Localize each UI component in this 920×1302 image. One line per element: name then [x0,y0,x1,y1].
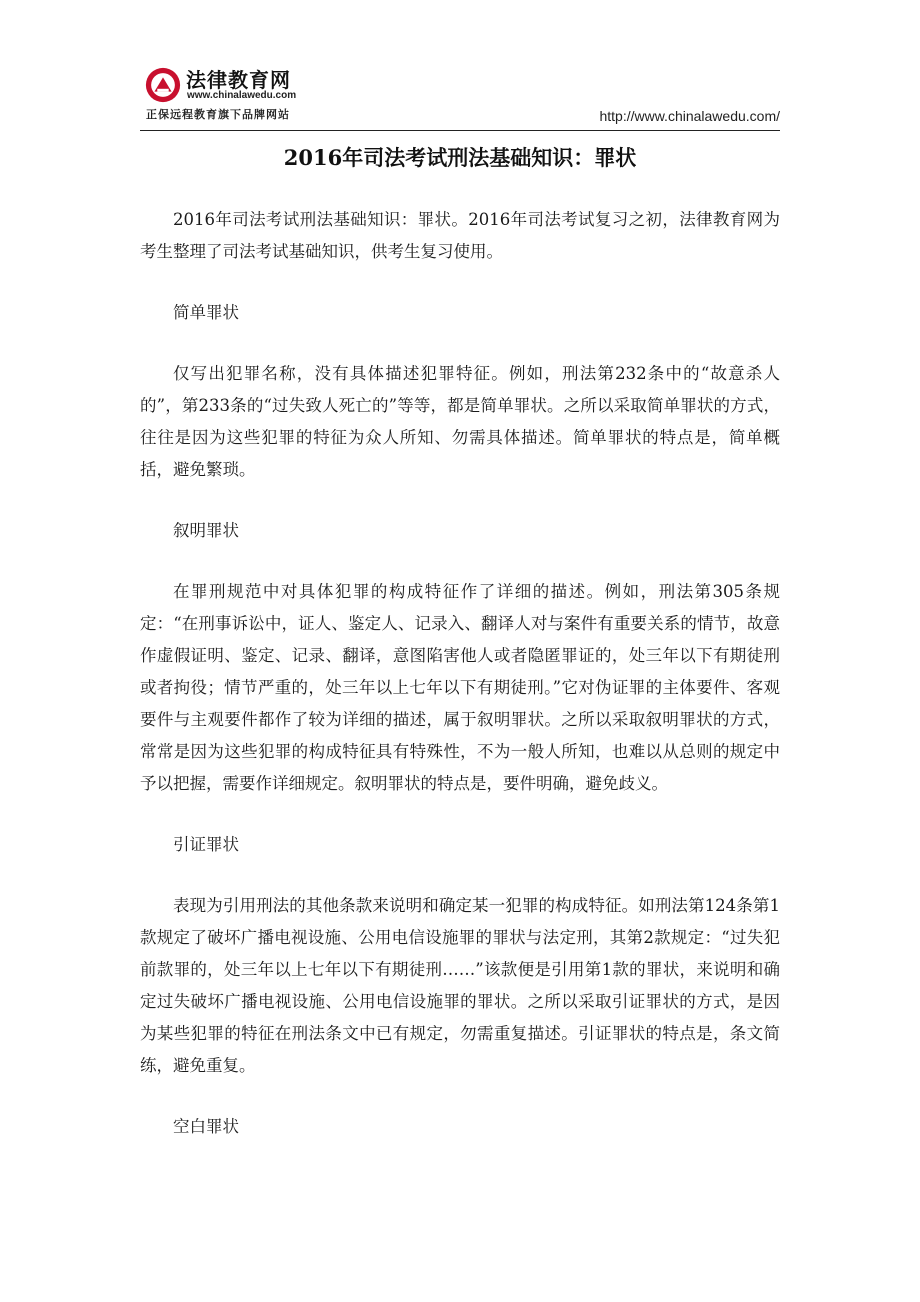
document-body [140,204,780,1172]
paragraph-simple: 仅写出犯罪名称，没有具体描述犯罪特征。例如，刑法第232条中的“故意杀人的”，第233条的“过失致人死亡的”等等，都是简单罪状。之所以采取简单罪状的方式，往往是因为这些犯罪的特征为众人所知、勿需具体描述。简单罪状的特点是，简单概括，避免繁琐。 [140,364,780,479]
section-heading-blank: 空白罪状 [173,1117,239,1136]
site-logo[interactable] [140,60,315,124]
logo-slogan: 正保远程教育旗下品牌网站 [146,108,290,121]
logo-emblem-icon [144,66,182,104]
document-title: 2016年司法考试刑法基础知识：罪状 [283,145,637,170]
intro-paragraph: 2016年司法考试刑法基础知识：罪状。2016年司法考试复习之初，法律教育网为考生整理了司法考试基础知识，供考生复习使用。 [140,210,780,261]
site-url-link[interactable]: http://www.chinalawedu.com/ [599,108,780,124]
section-heading-descriptive: 叙明罪状 [173,521,239,540]
section-heading-simple: 简单罪状 [173,303,239,322]
header-divider [140,130,780,131]
section-heading-referential: 引证罪状 [173,835,239,854]
paragraph-referential: 表现为引用刑法的其他条款来说明和确定某一犯罪的构成特征。如刑法第124条第1款规定了破坏广播电视设施、公用电信设施罪的罪状与法定刑，其第2款规定：“过失犯前款罪的，处三年以上七年以下有期徒刑……”该款便是引用第1款的罪状，来说明和确定过失破坏广播电视设施、公用电信设施罪的罪状。之所以采取引证罪状的方式，是因为某些犯罪的特征在刑法条文中已有规定，勿需重复描述。引证罪状的特点是，条文简练，避免重复。 [140,896,780,1075]
logo-name: 法律教育网 [186,68,291,92]
logo-domain: www.chinalawedu.com [187,90,297,101]
page-header [140,60,780,132]
paragraph-descriptive: 在罪刑规范中对具体犯罪的构成特征作了详细的描述。例如，刑法第305条规定：“在刑事诉讼中，证人、鉴定人、记录入、翻译人对与案件有重要关系的情节，故意作虚假证明、鉴定、记录、翻译，意图陷害他人或者隐匿罪证的，处三年以下有期徒刑或者拘役；情节严重的，处三年以上七年以下有期徒刑。”它对伪证罪的主体要件、客观要件与主观要件都作了较为详细的描述，属于叙明罪状。之所以采取叙明罪状的方式，常常是因为这些犯罪的构成特征具有特殊性，不为一般人所知，也难以从总则的规定中予以把握，需要作详细规定。叙明罪状的特点是，要件明确，避免歧义。 [140,582,780,793]
